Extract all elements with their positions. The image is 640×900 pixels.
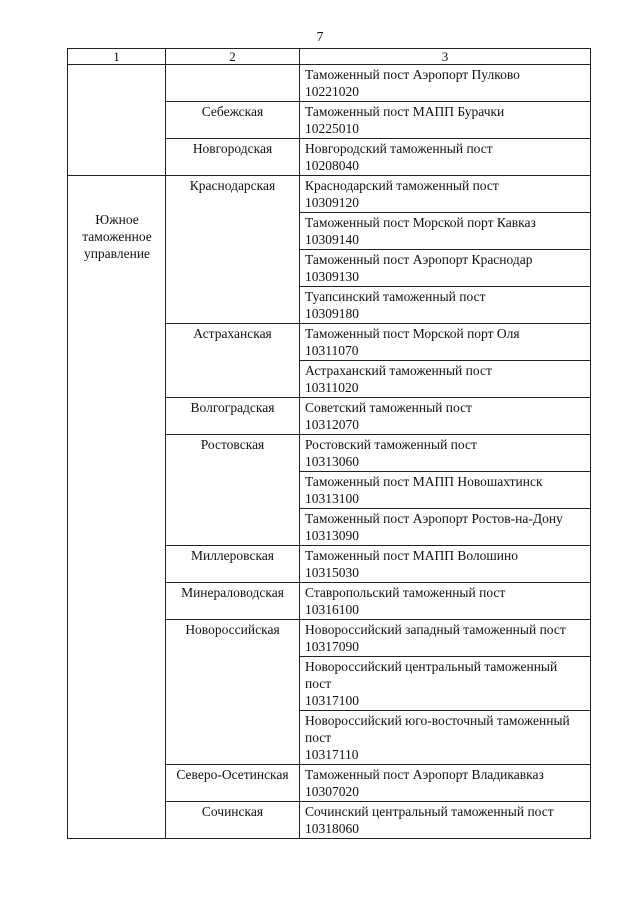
customs-name-cell: Северо-Осетинская xyxy=(166,765,300,802)
post-name: Сочинский центральный таможенный пост xyxy=(305,804,554,819)
customs-name-cell xyxy=(166,65,300,102)
post-name: Таможенный пост Аэропорт Ростов-на-Дону xyxy=(305,511,563,526)
table-header-row xyxy=(68,49,591,65)
column-header-1: 1 xyxy=(68,49,166,65)
customs-name-cell: Волгоградская xyxy=(166,398,300,435)
customs-name-cell: Ростовская xyxy=(166,435,300,546)
column-header-2: 2 xyxy=(166,49,300,65)
customs-name-cell: Миллеровская xyxy=(166,546,300,583)
table-row xyxy=(68,65,591,102)
post-name: Ростовский таможенный пост xyxy=(305,437,477,452)
post-name: Краснодарский таможенный пост xyxy=(305,178,499,193)
post-name: Туапсинский таможенный пост xyxy=(305,289,486,304)
post-code: 10311070 xyxy=(305,343,359,358)
post-cell xyxy=(300,139,591,176)
customs-name-cell: Сочинская xyxy=(166,802,300,839)
post-code: 10309140 xyxy=(305,232,359,247)
post-cell xyxy=(300,802,591,839)
post-code: 10317110 xyxy=(305,747,359,762)
post-cell xyxy=(300,765,591,802)
column-header-3: 3 xyxy=(300,49,591,65)
post-name: Астраханский таможенный пост xyxy=(305,363,492,378)
customs-name-cell: Минераловодская xyxy=(166,583,300,620)
post-code: 10208040 xyxy=(305,158,359,173)
post-code: 10225010 xyxy=(305,121,359,136)
post-cell xyxy=(300,176,591,213)
post-cell xyxy=(300,472,591,509)
post-code: 10309180 xyxy=(305,306,359,321)
post-name: Таможенный пост МАПП Новошахтинск xyxy=(305,474,543,489)
post-cell xyxy=(300,287,591,324)
post-name: Таможенный пост Морской порт Оля xyxy=(305,326,520,341)
post-cell xyxy=(300,546,591,583)
post-code: 10317100 xyxy=(305,693,359,708)
post-cell xyxy=(300,583,591,620)
post-name: Новгородский таможенный пост xyxy=(305,141,493,156)
customs-name-cell: Астраханская xyxy=(166,324,300,398)
post-code: 10315030 xyxy=(305,565,359,580)
post-cell xyxy=(300,398,591,435)
post-code: 10307020 xyxy=(305,784,359,799)
region-cell xyxy=(68,176,166,839)
post-cell xyxy=(300,435,591,472)
customs-name-cell: Себежская xyxy=(166,102,300,139)
page-number: 7 xyxy=(316,30,324,45)
post-cell xyxy=(300,250,591,287)
post-cell xyxy=(300,361,591,398)
post-code: 10313060 xyxy=(305,454,359,469)
post-name: Таможенный пост МАПП Бурачки xyxy=(305,104,505,119)
post-cell xyxy=(300,213,591,250)
post-code: 10318060 xyxy=(305,821,359,836)
customs-table-body xyxy=(68,49,591,839)
post-name: Новороссийский юго-восточный таможенный пост xyxy=(305,713,570,745)
post-cell xyxy=(300,657,591,711)
post-code: 10309120 xyxy=(305,195,359,210)
post-code: 10309130 xyxy=(305,269,359,284)
post-cell xyxy=(300,324,591,361)
post-name: Таможенный пост Аэропорт Краснодар xyxy=(305,252,533,267)
customs-name-cell: Новороссийская xyxy=(166,620,300,765)
post-name: Новороссийский центральный таможенный пост xyxy=(305,659,558,691)
customs-name-cell: Краснодарская xyxy=(166,176,300,324)
post-code: 10311020 xyxy=(305,380,359,395)
post-name: Таможенный пост МАПП Волошино xyxy=(305,548,518,563)
post-code: 10317090 xyxy=(305,639,359,654)
post-name: Таможенный пост Аэропорт Владикавказ xyxy=(305,767,544,782)
post-cell xyxy=(300,102,591,139)
post-name: Новороссийский западный таможенный пост xyxy=(305,622,566,637)
region-name: Южное таможенное управление xyxy=(82,212,152,261)
post-code: 10316100 xyxy=(305,602,359,617)
post-cell xyxy=(300,65,591,102)
post-name: Таможенный пост Морской порт Кавказ xyxy=(305,215,536,230)
post-code: 10312070 xyxy=(305,417,359,432)
post-code: 10221020 xyxy=(305,84,359,99)
post-code: 10313100 xyxy=(305,491,359,506)
post-name: Ставропольский таможенный пост xyxy=(305,585,506,600)
post-name: Советский таможенный пост xyxy=(305,400,472,415)
customs-table xyxy=(67,48,591,839)
post-name: Таможенный пост Аэропорт Пулково xyxy=(305,67,520,82)
region-cell-continued xyxy=(68,65,166,176)
post-code: 10313090 xyxy=(305,528,359,543)
post-cell xyxy=(300,711,591,765)
table-row xyxy=(68,176,591,213)
post-cell xyxy=(300,620,591,657)
post-cell xyxy=(300,509,591,546)
customs-name-cell: Новгородская xyxy=(166,139,300,176)
